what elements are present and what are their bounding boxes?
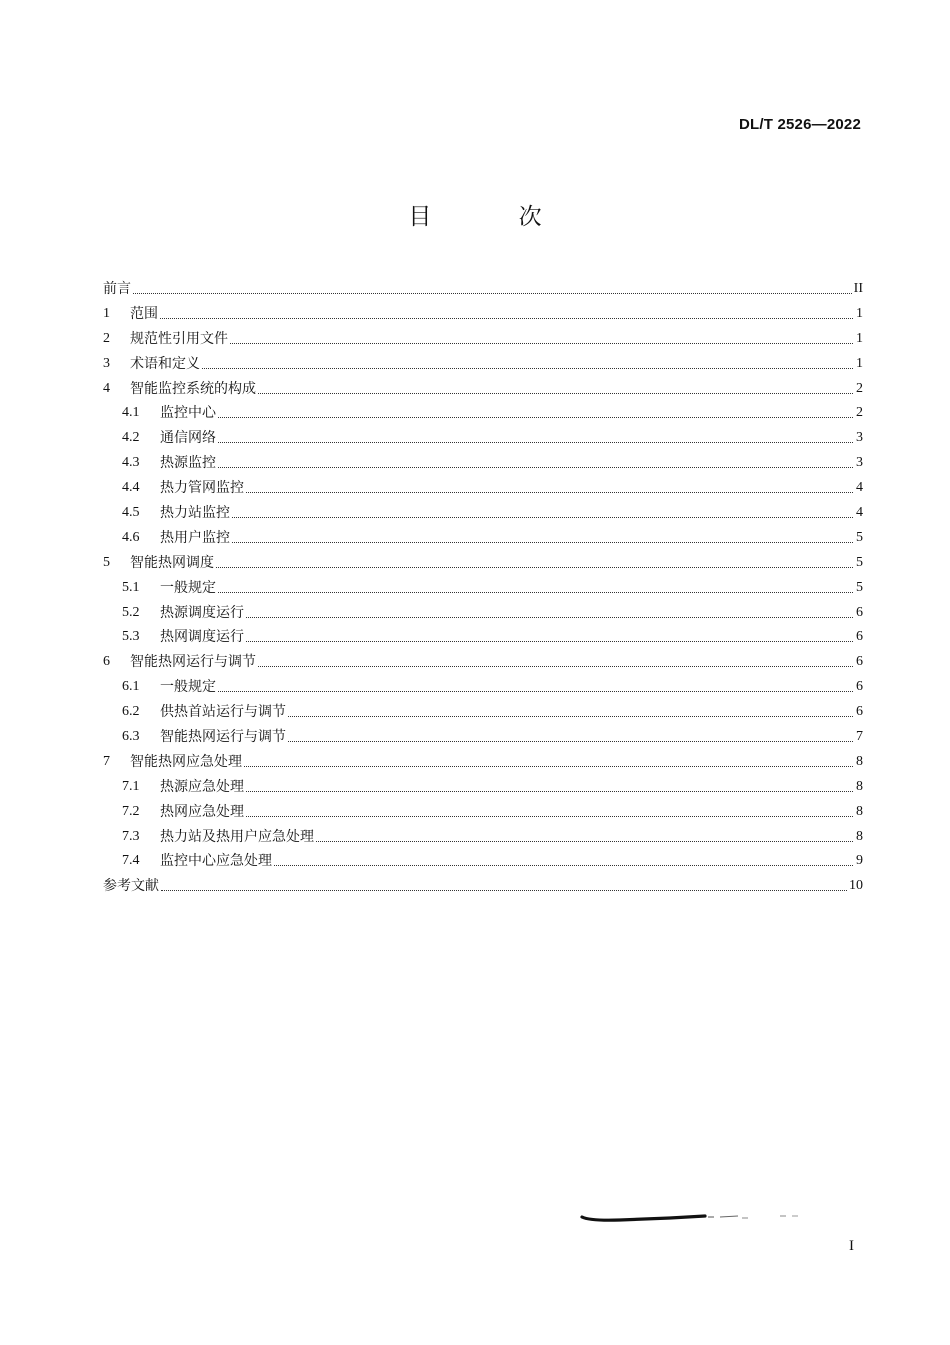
toc-entry-number: 4.6 bbox=[122, 529, 140, 545]
toc-entry-number: 5.1 bbox=[122, 579, 140, 595]
scan-artifact-mark bbox=[580, 1213, 810, 1223]
toc-entry-label: 热力站监控 bbox=[160, 505, 230, 522]
toc-entry-label: 热源监控 bbox=[160, 455, 216, 472]
toc-entry-label: 一般规定 bbox=[160, 679, 216, 696]
toc-entry-page: 1 bbox=[856, 330, 863, 346]
dot-leader bbox=[218, 417, 853, 418]
toc-entry-page: 2 bbox=[856, 405, 863, 421]
toc-entry[interactable] bbox=[103, 700, 863, 725]
toc-entry-number: 4.5 bbox=[122, 505, 140, 521]
toc-entry-page: 6 bbox=[856, 704, 863, 720]
toc-entry-label: 智能热网调度 bbox=[130, 554, 214, 571]
toc-entry[interactable] bbox=[103, 874, 863, 899]
toc-title: 目 次 bbox=[408, 204, 582, 230]
toc-entry-page: 8 bbox=[856, 778, 863, 794]
toc-entry-number: 2 bbox=[103, 330, 110, 346]
toc-entry-label: 热源应急处理 bbox=[160, 778, 244, 795]
dot-leader bbox=[218, 442, 853, 443]
toc-entry-page: 8 bbox=[856, 803, 863, 819]
dot-leader bbox=[218, 592, 853, 593]
toc-entry-page: 8 bbox=[856, 828, 863, 844]
toc-entry-number: 4.1 bbox=[122, 405, 140, 421]
toc-entry-number: 5.2 bbox=[122, 604, 140, 620]
toc-entry-label: 一般规定 bbox=[160, 579, 216, 596]
page-number: I bbox=[849, 1238, 854, 1254]
toc-entry-number: 6.3 bbox=[122, 729, 140, 745]
toc-entry[interactable] bbox=[103, 750, 863, 775]
dot-leader bbox=[133, 293, 852, 294]
toc-entry[interactable] bbox=[103, 327, 863, 352]
toc-entry[interactable] bbox=[103, 576, 863, 601]
toc-entry-label: 热网调度运行 bbox=[160, 629, 244, 646]
toc-entry-label: 智能热网应急处理 bbox=[130, 753, 242, 770]
table-of-contents bbox=[103, 277, 863, 899]
toc-entry-number: 4.4 bbox=[122, 480, 140, 496]
toc-entry[interactable] bbox=[103, 377, 863, 402]
toc-entry-number: 4 bbox=[103, 380, 110, 396]
toc-entry-label: 术语和定义 bbox=[130, 355, 200, 372]
toc-entry-page: 8 bbox=[856, 753, 863, 769]
dot-leader bbox=[316, 841, 853, 842]
toc-entry-label: 监控中心应急处理 bbox=[160, 853, 272, 870]
toc-entry[interactable] bbox=[103, 650, 863, 675]
toc-entry-number: 6.2 bbox=[122, 704, 140, 720]
toc-entry-page: 4 bbox=[856, 505, 863, 521]
toc-entry-page: 10 bbox=[849, 878, 863, 894]
dot-leader bbox=[218, 691, 853, 692]
toc-entry-label: 范围 bbox=[130, 305, 158, 322]
toc-entry[interactable] bbox=[103, 501, 863, 526]
toc-entry-number: 7.4 bbox=[122, 853, 140, 869]
dot-leader bbox=[258, 393, 853, 394]
toc-entry-page: 6 bbox=[856, 629, 863, 645]
dot-leader bbox=[274, 865, 853, 866]
toc-entry-label: 热网应急处理 bbox=[160, 803, 244, 820]
toc-entry-page: 1 bbox=[856, 355, 863, 371]
toc-entry-page: 5 bbox=[856, 554, 863, 570]
toc-entry[interactable] bbox=[103, 849, 863, 874]
dot-leader bbox=[246, 816, 853, 817]
toc-entry[interactable] bbox=[103, 526, 863, 551]
toc-entry-label: 热源调度运行 bbox=[160, 604, 244, 621]
toc-entry-page: 4 bbox=[856, 480, 863, 496]
dot-leader bbox=[246, 617, 853, 618]
dot-leader bbox=[232, 542, 853, 543]
toc-entry[interactable] bbox=[103, 825, 863, 850]
toc-entry[interactable] bbox=[103, 451, 863, 476]
dot-leader bbox=[230, 343, 853, 344]
toc-entry-number: 6.1 bbox=[122, 679, 140, 695]
dot-leader bbox=[246, 791, 853, 792]
toc-entry-label: 热力站及热用户应急处理 bbox=[160, 828, 314, 845]
toc-entry-number: 7.3 bbox=[122, 828, 140, 844]
dot-leader bbox=[246, 641, 853, 642]
toc-entry-label: 智能热网运行与调节 bbox=[130, 654, 256, 671]
dot-leader bbox=[160, 318, 853, 319]
toc-entry[interactable] bbox=[103, 725, 863, 750]
toc-entry-label: 供热首站运行与调节 bbox=[160, 704, 286, 721]
toc-entry-page: 5 bbox=[856, 579, 863, 595]
toc-entry-page: II bbox=[853, 281, 863, 296]
standard-code: DL/T 2526—2022 bbox=[738, 116, 861, 133]
toc-entry[interactable] bbox=[103, 302, 863, 327]
toc-entry-page: 6 bbox=[856, 654, 863, 670]
toc-entry-number: 7 bbox=[103, 753, 110, 769]
dot-leader bbox=[216, 567, 853, 568]
toc-entry-label: 智能监控系统的构成 bbox=[130, 380, 256, 397]
toc-entry-number: 6 bbox=[103, 654, 110, 670]
toc-entry[interactable] bbox=[103, 277, 863, 302]
toc-entry[interactable] bbox=[103, 476, 863, 501]
toc-entry-page: 3 bbox=[856, 430, 863, 446]
toc-entry-number: 5.3 bbox=[122, 629, 140, 645]
toc-entry-label: 规范性引用文件 bbox=[130, 330, 228, 347]
toc-entry-number: 3 bbox=[103, 355, 110, 371]
toc-entry-page: 6 bbox=[856, 679, 863, 695]
toc-entry-label: 通信网络 bbox=[160, 430, 216, 447]
dot-leader bbox=[246, 492, 853, 493]
toc-entry[interactable] bbox=[103, 601, 863, 626]
toc-entry-number: 4.3 bbox=[122, 455, 140, 471]
toc-entry-number: 1 bbox=[103, 305, 110, 321]
toc-entry-label: 参考文献 bbox=[103, 878, 159, 895]
dot-leader bbox=[232, 517, 853, 518]
dot-leader bbox=[202, 368, 853, 369]
dot-leader bbox=[258, 666, 853, 667]
toc-entry-page: 2 bbox=[856, 380, 863, 396]
toc-entry-number: 7.1 bbox=[122, 778, 140, 794]
toc-entry-label: 监控中心 bbox=[160, 405, 216, 422]
toc-entry-page: 1 bbox=[856, 305, 863, 321]
dot-leader bbox=[288, 716, 853, 717]
toc-entry[interactable] bbox=[103, 675, 863, 700]
toc-entry[interactable] bbox=[103, 352, 863, 377]
toc-entry-page: 6 bbox=[856, 604, 863, 620]
toc-entry[interactable] bbox=[103, 800, 863, 825]
toc-entry[interactable] bbox=[103, 426, 863, 451]
toc-entry-label: 前言 bbox=[103, 281, 131, 297]
toc-entry[interactable] bbox=[103, 401, 863, 426]
toc-entry-label: 热用户监控 bbox=[160, 529, 230, 546]
toc-entry-page: 3 bbox=[856, 455, 863, 471]
toc-entry-number: 5 bbox=[103, 554, 110, 570]
toc-entry[interactable] bbox=[103, 551, 863, 576]
dot-leader bbox=[161, 890, 847, 891]
toc-entry[interactable] bbox=[103, 625, 863, 650]
dot-leader bbox=[244, 766, 853, 767]
toc-entry-page: 9 bbox=[856, 853, 863, 869]
toc-entry-page: 5 bbox=[856, 529, 863, 545]
toc-entry-label: 热力管网监控 bbox=[160, 480, 244, 497]
dot-leader bbox=[218, 467, 853, 468]
toc-entry-number: 7.2 bbox=[122, 803, 140, 819]
toc-entry-page: 7 bbox=[856, 729, 863, 745]
toc-entry[interactable] bbox=[103, 775, 863, 800]
dot-leader bbox=[288, 741, 853, 742]
toc-entry-label: 智能热网运行与调节 bbox=[160, 729, 286, 746]
toc-entry-number: 4.2 bbox=[122, 430, 140, 446]
